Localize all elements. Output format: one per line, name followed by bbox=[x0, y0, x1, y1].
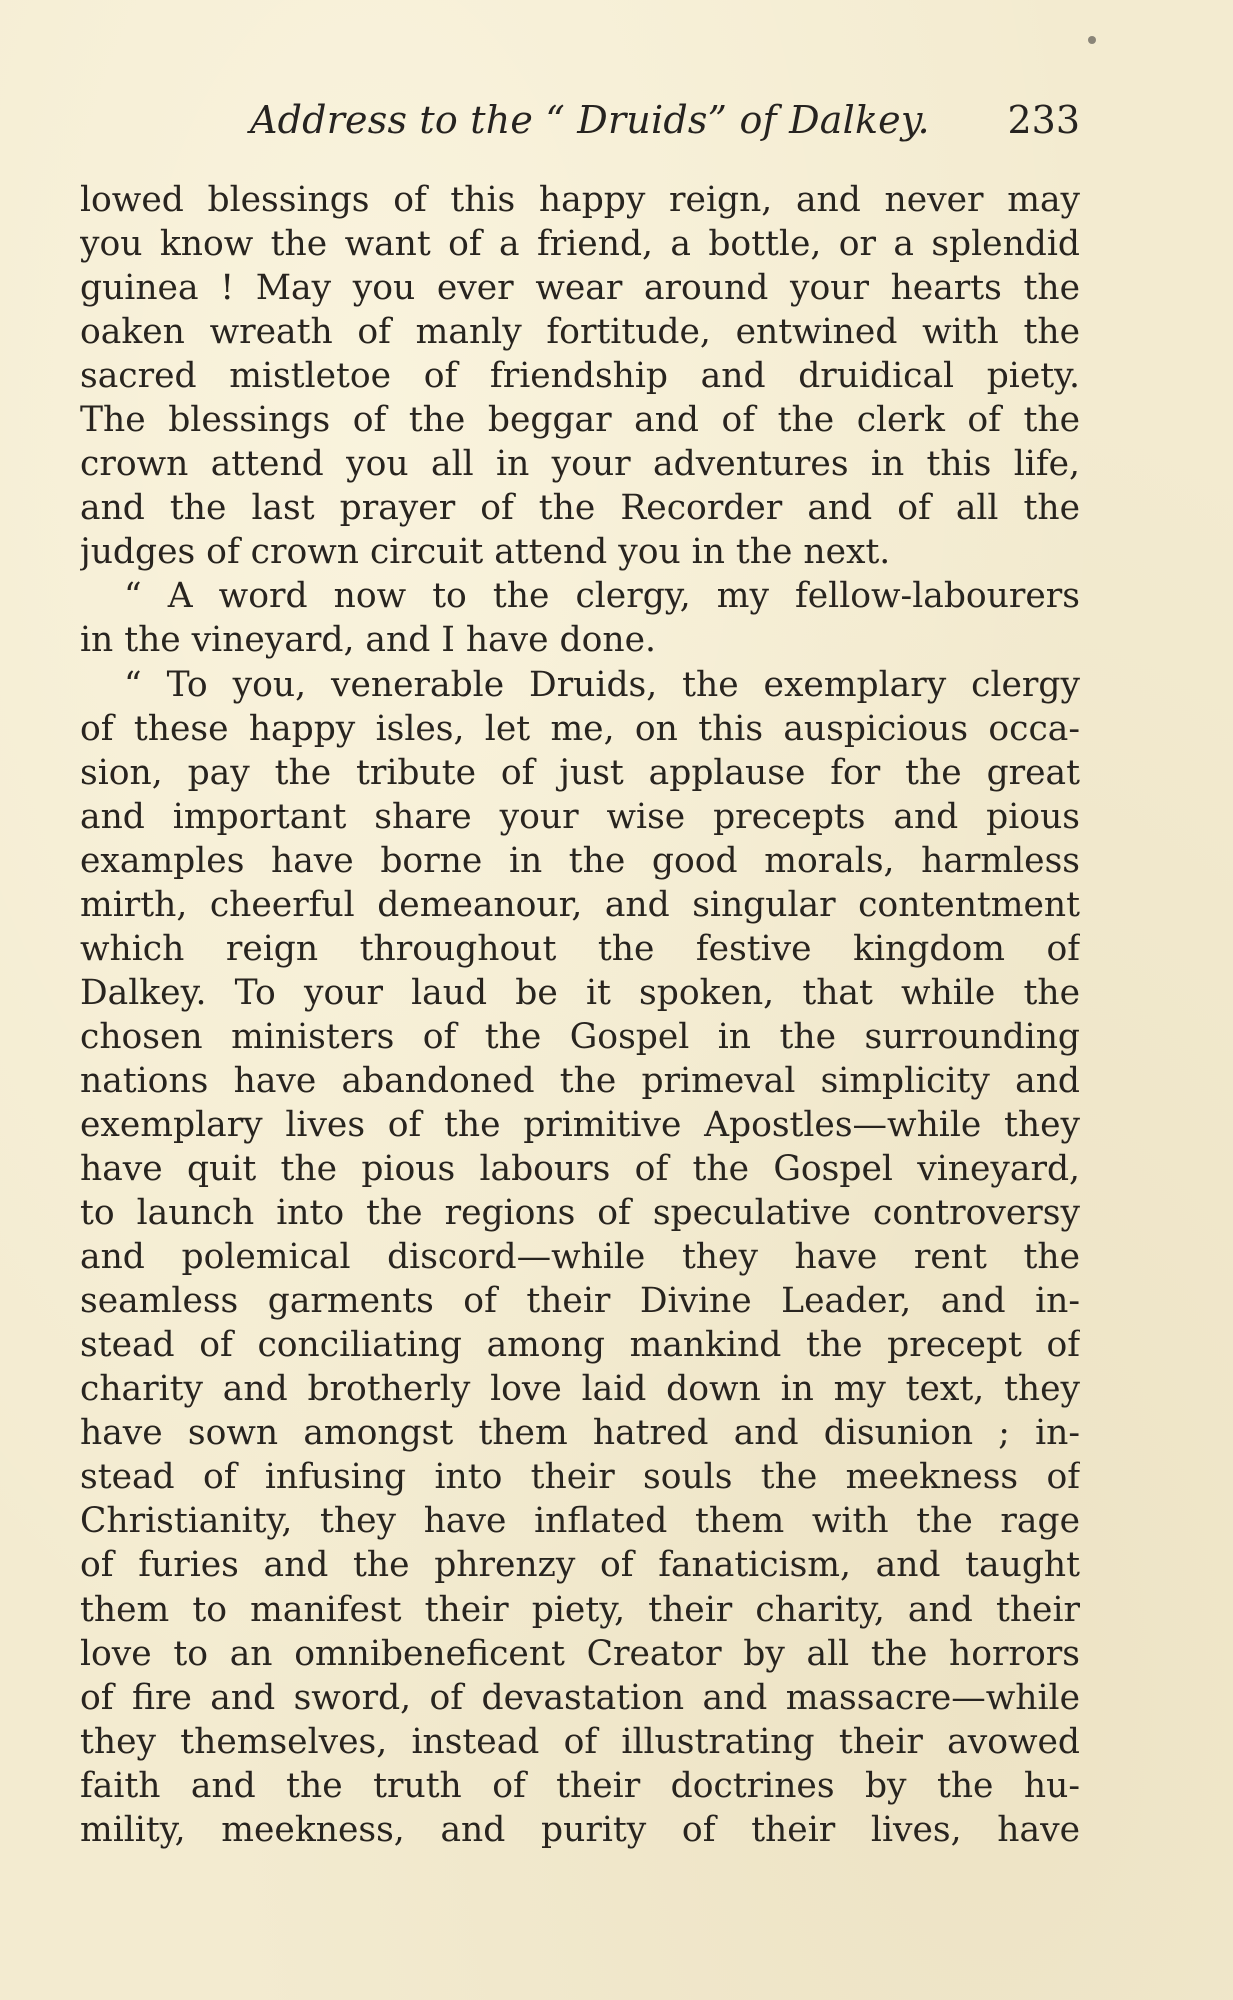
text-line: oaken wreath of manly fortitude, entwined with the bbox=[80, 312, 1080, 353]
text-line: seamless garments of their Divine Leader, and in- bbox=[80, 1281, 1080, 1322]
text-line: sacred mistletoe of friendship and druidical piety. bbox=[80, 356, 1080, 397]
text-line: faith and the truth of their doctrines by the hu- bbox=[80, 1765, 1080, 1806]
text-line: guinea ! May you ever wear around your hearts the bbox=[80, 268, 1080, 309]
text-line: stead of infusing into their souls the meekness of bbox=[80, 1457, 1080, 1498]
running-head bbox=[250, 92, 1080, 152]
text-line: have quit the pious labours of the Gospel vineyard, bbox=[80, 1149, 1080, 1190]
text-line: you know the want of a friend, a bottle, or a splendid bbox=[80, 224, 1080, 265]
text-line: mility, meekness, and purity of their lives, have bbox=[80, 1809, 1080, 1850]
text-line: love to an omnibeneficent Creator by all the horrors bbox=[80, 1633, 1080, 1674]
text-line: examples have borne in the good morals, harmless bbox=[80, 840, 1080, 881]
text-line: of furies and the phrenzy of fanaticism, and taught bbox=[80, 1545, 1080, 1586]
text-line: of these happy isles, let me, on this auspicious occa- bbox=[80, 708, 1080, 749]
text-line: nations have abandoned the primeval simplicity and bbox=[80, 1060, 1080, 1101]
text-line: and the last prayer of the Recorder and of all the bbox=[80, 488, 1080, 529]
text-line: and polemical discord—while they have rent the bbox=[80, 1237, 1080, 1278]
page-number: 233 bbox=[1007, 98, 1080, 142]
text-line: have sown amongst them hatred and disunion ; in- bbox=[80, 1413, 1080, 1454]
text-line: lowed blessings of this happy reign, and never may bbox=[80, 180, 1080, 220]
text-line: Dalkey. To your laud be it spoken, that while the bbox=[80, 972, 1080, 1013]
text-line: to launch into the regions of speculative controversy bbox=[80, 1193, 1080, 1234]
text-line: Christianity, they have inflated them with the rage bbox=[80, 1501, 1080, 1542]
text-line: and important share your wise precepts and pious bbox=[80, 796, 1080, 837]
running-title: Address to the “ Druids” of Dalkey. bbox=[250, 98, 930, 142]
text-line: “ To you, venerable Druids, the exemplary clergy bbox=[124, 664, 1080, 705]
text-line: charity and brotherly love laid down in my text, they bbox=[80, 1369, 1080, 1410]
text-line: sion, pay the tribute of just applause for the great bbox=[80, 752, 1080, 793]
ink-speck bbox=[1088, 36, 1096, 44]
text-line: judges of crown circuit attend you in the next. bbox=[80, 532, 891, 573]
text-line: chosen ministers of the Gospel in the surrounding bbox=[80, 1016, 1080, 1057]
text-line: mirth, cheerful demeanour, and singular contentment bbox=[80, 884, 1080, 925]
body-text bbox=[80, 178, 1080, 1852]
text-line: exemplary lives of the primitive Apostles—while they bbox=[80, 1104, 1080, 1145]
text-line: “ A word now to the clergy, my fellow-labourers bbox=[124, 576, 1080, 617]
text-line: of fire and sword, of devastation and massacre—while bbox=[80, 1677, 1080, 1718]
text-line: they themselves, instead of illustrating their avowed bbox=[80, 1721, 1080, 1762]
text-line: them to manifest their piety, their charity, and their bbox=[80, 1589, 1080, 1630]
text-line: crown attend you all in your adventures in this life, bbox=[80, 444, 1080, 485]
text-line: in the vineyard, and I have done. bbox=[80, 620, 656, 661]
text-line: The blessings of the beggar and of the clerk of the bbox=[80, 400, 1080, 441]
text-line: stead of conciliating among mankind the precept of bbox=[80, 1325, 1080, 1366]
text-line: which reign throughout the festive kingdom of bbox=[80, 928, 1080, 969]
